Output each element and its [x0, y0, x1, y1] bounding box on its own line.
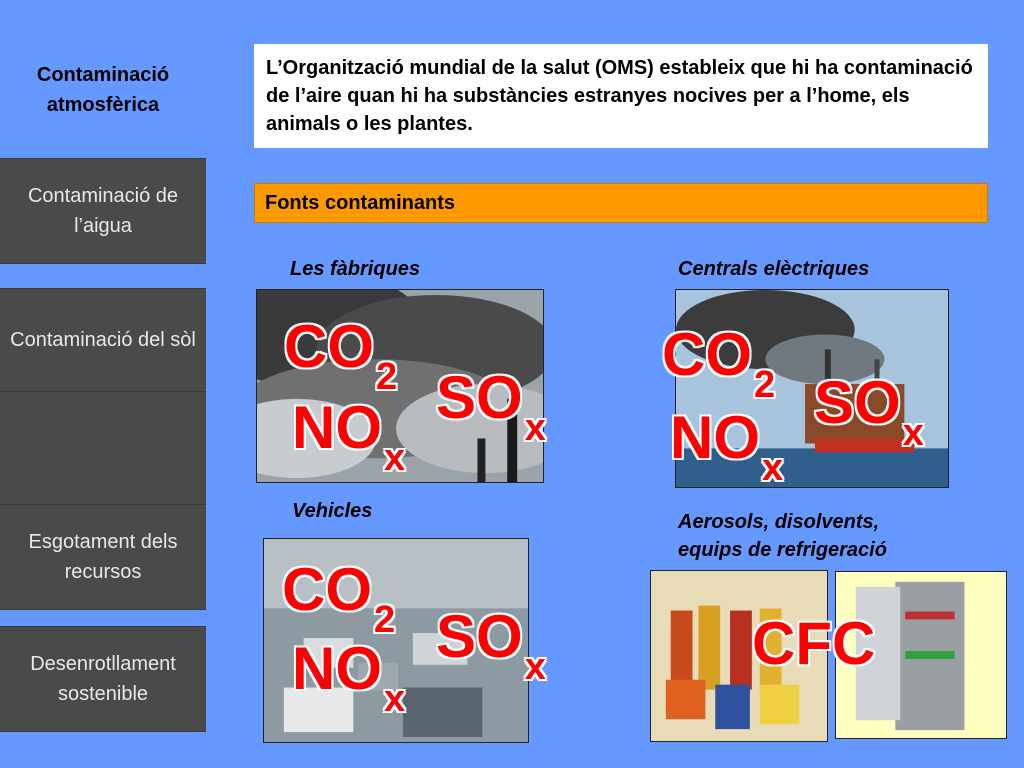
nav-item-label: Contaminació atmosfèrica — [36, 64, 170, 116]
factories-nox-label: $NO_x$ — [292, 394, 406, 479]
section-title: Fonts contaminants — [265, 191, 456, 214]
vehicles-sox-label: $SO_x$ — [436, 603, 546, 688]
caption-power-plants: Centrals elèctriques — [678, 258, 870, 280]
nav-item-label: Desenrotllament sostenible — [30, 653, 176, 705]
nav-item-desenrotllament-sostenible[interactable] — [0, 626, 206, 732]
vehicles-nox-label: $NO_x$ — [292, 635, 406, 720]
power-sox-label: $SO_x$ — [814, 369, 924, 454]
sidebar — [0, 0, 206, 768]
factories-sox-label: $SO_x$ — [436, 364, 546, 449]
intro-text: L’Organització mundial de la salut (OMS) estableix que hi ha contaminació de l’aire quan hi ha substàncies estranyes nocives per a l’home, els animals o les plantes. — [266, 57, 973, 135]
factories-co2-label: $CO_2$ — [284, 313, 398, 398]
power-nox-label: $NO_x$ — [670, 404, 784, 489]
power-co2-label: $CO_2$ — [662, 321, 776, 406]
caption-aerosols-line2: equips de refrigeració — [678, 539, 887, 561]
nav-item-label: Contaminació de l’aigua — [27, 185, 179, 237]
vehicles-co2-label: $CO_2$ — [282, 556, 396, 641]
caption-aerosols — [678, 508, 887, 564]
nav-item-contaminacio-sol[interactable] — [0, 288, 206, 392]
nav-item-contaminacio-aigua[interactable] — [0, 158, 206, 264]
section-heading — [254, 183, 988, 223]
cfc-label: CFC — [752, 610, 876, 677]
nav-item-esgotament-recursos[interactable] — [0, 504, 206, 610]
caption-aerosols-line1: Aerosols, disolvents, — [678, 511, 880, 533]
nav-item-label: Esgotament dels recursos — [28, 531, 178, 583]
nav-spacer — [0, 392, 206, 504]
caption-factories: Les fàbriques — [290, 258, 421, 280]
caption-vehicles: Vehicles — [292, 500, 373, 522]
nav-item-contaminacio-atmosferica[interactable] — [0, 38, 206, 142]
nav-item-label: Contaminació del sòl — [10, 329, 196, 351]
intro-text-box — [254, 44, 988, 148]
